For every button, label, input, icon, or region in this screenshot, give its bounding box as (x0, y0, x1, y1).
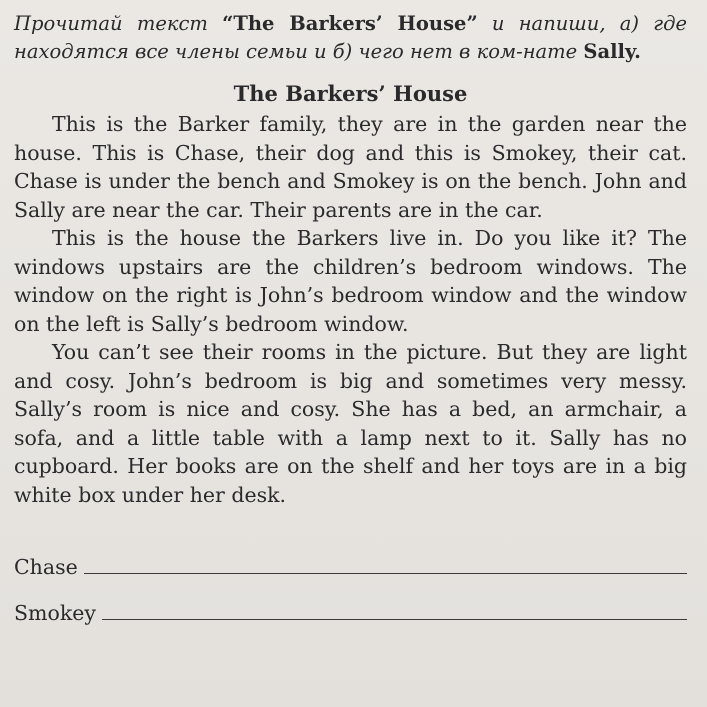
instruction-part2: и напиши, а) где находятся все члены семьи и б) чего нет в ком-нате (14, 12, 687, 63)
instruction-name: Sally (583, 40, 635, 63)
task-instruction (14, 10, 687, 66)
answer-row-smokey (14, 579, 687, 625)
answer-row-chase (14, 533, 687, 579)
answer-write-line-chase[interactable] (84, 572, 687, 574)
story-paragraph-2: This is the house the Barkers live in. Do you like it? The windows upstairs are the children’s bedroom windows. The window on the right is John’s bedroom window and the window on the left is Sally’s bedroom window. (14, 226, 687, 336)
answer-label-chase: Chase (14, 555, 78, 579)
answer-section (14, 533, 687, 625)
story-paragraph-1: This is the Barker family, they are in the garden near the house. This is Chase, their dog and this is Smokey, their cat. Chase is under the bench and Smokey is on the bench. John and Sally are near the car. Their parents are in the car. (14, 112, 687, 222)
instruction-end: . (634, 40, 641, 63)
instruction-text-title: “The Barkers’ House” (222, 12, 478, 35)
answer-write-line-smokey[interactable] (102, 618, 687, 620)
story-title: The Barkers’ House (233, 81, 468, 106)
answer-label-smokey: Smokey (14, 601, 96, 625)
instruction-part1: Прочитай текст (14, 12, 223, 35)
story-paragraph-3: You can’t see their rooms in the picture. But they are light and cosy. John’s bedroom is big and sometimes very messy. Sally’s room is nice and cosy. She has a bed, an armchair, a sofa, and a little table with a lamp next to it. Sally has no cupboard. Her books are on the shelf and her toys are in a big white box under her desk. (14, 340, 687, 507)
